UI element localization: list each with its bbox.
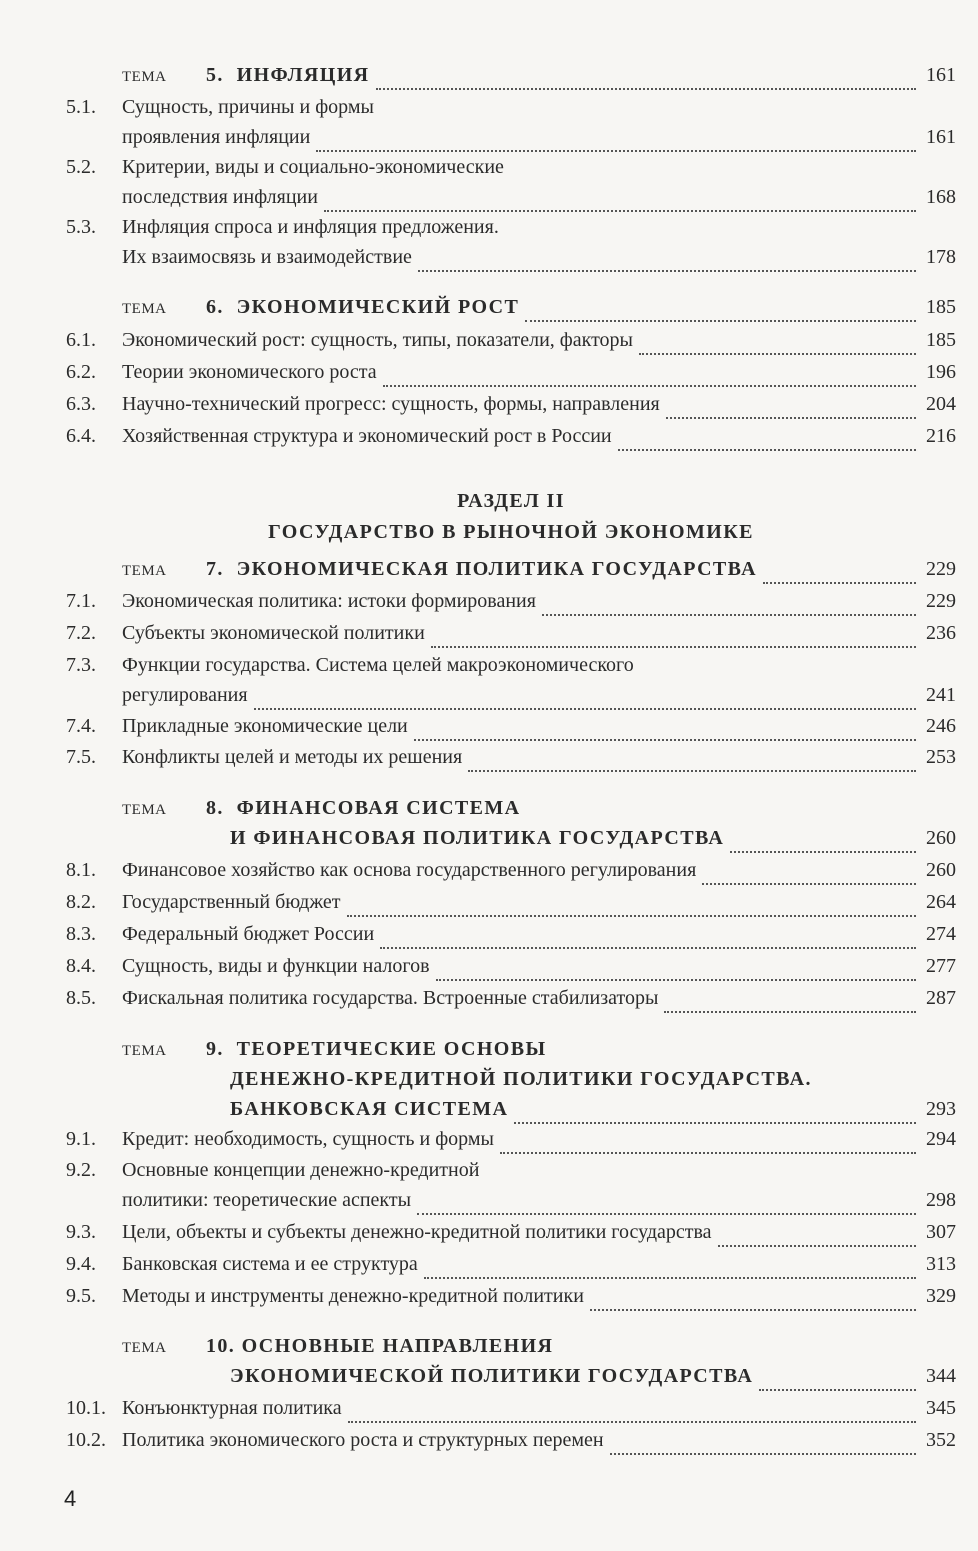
entry-8-3 bbox=[66, 919, 956, 949]
page-ref: 344 bbox=[926, 1365, 956, 1387]
page-ref: 236 bbox=[926, 622, 956, 644]
page-ref: 178 bbox=[926, 246, 956, 268]
entry-text: политики: теоретические аспекты bbox=[122, 1189, 412, 1211]
entry-text: Конфликты целей и методы их решения bbox=[122, 746, 463, 768]
leader-dots bbox=[380, 938, 916, 949]
entry-number: 7.5. bbox=[66, 746, 96, 768]
page-ref: 313 bbox=[926, 1253, 956, 1275]
entry-text: Цели, объекты и субъекты денежно-кредитной политики государства bbox=[122, 1221, 712, 1243]
entry-text: Экономический рост: сущность, типы, показатели, факторы bbox=[122, 329, 633, 351]
leader-dots bbox=[424, 1268, 916, 1279]
page-ref: 298 bbox=[926, 1189, 956, 1211]
page-ref: 161 bbox=[926, 126, 956, 148]
page-ref: 274 bbox=[926, 923, 956, 945]
entry-number: 9.4. bbox=[66, 1253, 96, 1275]
page-ref: 277 bbox=[926, 955, 956, 977]
leader-dots bbox=[763, 573, 916, 584]
page-ref: 287 bbox=[926, 987, 956, 1009]
page-ref: 229 bbox=[926, 590, 956, 612]
entry-9-4 bbox=[66, 1249, 956, 1279]
theme-9-heading-cont bbox=[66, 1064, 956, 1094]
entry-text: Хозяйственная структура и экономический рост в России bbox=[122, 425, 612, 447]
entry-number: 8.5. bbox=[66, 987, 96, 1009]
theme-6-heading bbox=[66, 292, 956, 322]
section-label: РАЗДЕЛ II bbox=[457, 490, 565, 512]
leader-dots bbox=[759, 1380, 916, 1391]
entry-7-3-cont bbox=[66, 680, 956, 710]
entry-7-5 bbox=[66, 742, 956, 772]
theme-title: 7. ЭКОНОМИЧЕСКАЯ ПОЛИТИКА ГОСУДАРСТВА bbox=[206, 558, 757, 580]
entry-text: Политика экономического роста и структурных перемен bbox=[122, 1429, 604, 1451]
page-ref: 352 bbox=[926, 1429, 956, 1451]
entry-5-3-cont bbox=[66, 242, 956, 272]
leader-dots bbox=[666, 408, 916, 419]
leader-dots bbox=[468, 761, 916, 772]
entry-10-1 bbox=[66, 1393, 956, 1423]
entry-5-1-cont bbox=[66, 122, 956, 152]
page-ref: 253 bbox=[926, 746, 956, 768]
entry-text: Научно-технический прогресс: сущность, формы, направления bbox=[122, 393, 660, 415]
leader-dots bbox=[418, 261, 916, 272]
page-ref: 185 bbox=[926, 329, 956, 351]
entry-text: Сущность, причины и формы bbox=[122, 96, 374, 118]
entry-7-2 bbox=[66, 618, 956, 648]
page-ref: 204 bbox=[926, 393, 956, 415]
entry-6-1 bbox=[66, 325, 956, 355]
leader-dots bbox=[718, 1236, 916, 1247]
entry-8-5 bbox=[66, 983, 956, 1013]
entry-number: 6.1. bbox=[66, 329, 96, 351]
leader-dots bbox=[542, 605, 916, 616]
theme-label: ТЕМА bbox=[122, 563, 167, 579]
leader-dots bbox=[514, 1113, 916, 1124]
entry-number: 9.3. bbox=[66, 1221, 96, 1243]
entry-9-3 bbox=[66, 1217, 956, 1247]
leader-dots bbox=[639, 344, 916, 355]
entry-text: Теории экономического роста bbox=[122, 361, 377, 383]
leader-dots bbox=[664, 1002, 916, 1013]
entry-number: 9.2. bbox=[66, 1159, 96, 1181]
entry-text: Критерии, виды и социально-экономические bbox=[122, 156, 504, 178]
theme-9-heading bbox=[66, 1034, 956, 1064]
entry-text: Их взаимосвязь и взаимодействие bbox=[122, 246, 412, 268]
entry-text: Кредит: необходимость, сущность и формы bbox=[122, 1128, 494, 1150]
theme-title: 10. ОСНОВНЫЕ НАПРАВЛЕНИЯ bbox=[206, 1335, 554, 1357]
entry-9-1 bbox=[66, 1124, 956, 1154]
theme-9-heading-cont2 bbox=[66, 1094, 956, 1124]
page-ref: 345 bbox=[926, 1397, 956, 1419]
theme-title: И ФИНАНСОВАЯ ПОЛИТИКА ГОСУДАРСТВА bbox=[230, 827, 725, 849]
theme-8-heading bbox=[66, 793, 956, 823]
page-ref: 216 bbox=[926, 425, 956, 447]
theme-title: 8. ФИНАНСОВАЯ СИСТЕМА bbox=[206, 797, 521, 819]
theme-label: ТЕМА bbox=[122, 802, 167, 818]
entry-9-2-cont bbox=[66, 1185, 956, 1215]
entry-number: 5.2. bbox=[66, 156, 96, 178]
theme-10-heading-cont bbox=[66, 1361, 956, 1391]
page-ref: 246 bbox=[926, 715, 956, 737]
page-ref: 329 bbox=[926, 1285, 956, 1307]
theme-label: ТЕМА bbox=[122, 1340, 167, 1356]
theme-title: ДЕНЕЖНО-КРЕДИТНОЙ ПОЛИТИКИ ГОСУДАРСТВА. bbox=[230, 1068, 812, 1090]
theme-10-heading bbox=[66, 1331, 956, 1361]
entry-5-3 bbox=[66, 212, 956, 242]
entry-number: 7.2. bbox=[66, 622, 96, 644]
entry-number: 10.2. bbox=[66, 1429, 106, 1451]
leader-dots bbox=[618, 440, 916, 451]
entry-7-4 bbox=[66, 711, 956, 741]
entry-5-2-cont bbox=[66, 182, 956, 212]
entry-number: 5.3. bbox=[66, 216, 96, 238]
theme-7-heading bbox=[66, 554, 956, 584]
entry-number: 8.2. bbox=[66, 891, 96, 913]
theme-title: ЭКОНОМИЧЕСКОЙ ПОЛИТИКИ ГОСУДАРСТВА bbox=[230, 1365, 754, 1387]
entry-text: Сущность, виды и функции налогов bbox=[122, 955, 430, 977]
entry-8-4 bbox=[66, 951, 956, 981]
entry-text: Методы и инструменты денежно-кредитной политики bbox=[122, 1285, 584, 1307]
page-ref: 260 bbox=[926, 827, 956, 849]
leader-dots bbox=[436, 970, 916, 981]
entry-number: 6.3. bbox=[66, 393, 96, 415]
theme-title: 5. ИНФЛЯЦИЯ bbox=[206, 64, 370, 86]
entry-7-3 bbox=[66, 650, 956, 680]
leader-dots bbox=[324, 201, 916, 212]
entry-number: 10.1. bbox=[66, 1397, 106, 1419]
entry-text: Федеральный бюджет России bbox=[122, 923, 375, 945]
entry-number: 8.3. bbox=[66, 923, 96, 945]
entry-text: Субъекты экономической политики bbox=[122, 622, 425, 644]
leader-dots bbox=[316, 141, 916, 152]
entry-5-2 bbox=[66, 152, 956, 182]
leader-dots bbox=[254, 699, 916, 710]
entry-number: 7.1. bbox=[66, 590, 96, 612]
entry-number: 7.4. bbox=[66, 715, 96, 737]
leader-dots bbox=[417, 1204, 916, 1215]
page-ref: 264 bbox=[926, 891, 956, 913]
entry-number: 6.4. bbox=[66, 425, 96, 447]
section-title: ГОСУДАРСТВО В РЫНОЧНОЙ ЭКОНОМИКЕ bbox=[268, 521, 754, 543]
leader-dots bbox=[730, 842, 916, 853]
theme-label: ТЕМА bbox=[122, 1043, 167, 1059]
entry-text: Инфляция спроса и инфляция предложения. bbox=[122, 216, 499, 238]
entry-text: регулирования bbox=[122, 684, 248, 706]
entry-9-2 bbox=[66, 1155, 956, 1185]
entry-6-3 bbox=[66, 389, 956, 419]
entry-number: 9.1. bbox=[66, 1128, 96, 1150]
page-ref: 307 bbox=[926, 1221, 956, 1243]
entry-text: Фискальная политика государства. Встроенные стабилизаторы bbox=[122, 987, 659, 1009]
entry-6-4 bbox=[66, 421, 956, 451]
entry-text: Государственный бюджет bbox=[122, 891, 341, 913]
theme-label: ТЕМА bbox=[122, 69, 167, 85]
leader-dots bbox=[383, 376, 916, 387]
leader-dots bbox=[376, 79, 916, 90]
entry-text: Экономическая политика: истоки формирования bbox=[122, 590, 536, 612]
theme-5-heading bbox=[66, 60, 956, 90]
entry-number: 5.1. bbox=[66, 96, 96, 118]
entry-text: Прикладные экономические цели bbox=[122, 715, 408, 737]
page-number: 4 bbox=[64, 1486, 77, 1511]
entry-6-2 bbox=[66, 357, 956, 387]
theme-title: БАНКОВСКАЯ СИСТЕМА bbox=[230, 1098, 509, 1120]
entry-8-1 bbox=[66, 855, 956, 885]
leader-dots bbox=[702, 874, 916, 885]
entry-8-2 bbox=[66, 887, 956, 917]
entry-text: Банковская система и ее структура bbox=[122, 1253, 418, 1275]
leader-dots bbox=[525, 311, 916, 322]
entry-text: Финансовое хозяйство как основа государственного регулирования bbox=[122, 859, 697, 881]
page-ref: 168 bbox=[926, 186, 956, 208]
entry-5-1 bbox=[66, 92, 956, 122]
page-ref: 294 bbox=[926, 1128, 956, 1150]
page-ref: 185 bbox=[926, 296, 956, 318]
theme-label: ТЕМА bbox=[122, 301, 167, 317]
theme-8-heading-cont bbox=[66, 823, 956, 853]
theme-title: 6. ЭКОНОМИЧЕСКИЙ РОСТ bbox=[206, 296, 520, 318]
page-ref: 260 bbox=[926, 859, 956, 881]
entry-10-2 bbox=[66, 1425, 956, 1455]
leader-dots bbox=[500, 1143, 916, 1154]
entry-9-5 bbox=[66, 1281, 956, 1311]
entry-number: 8.4. bbox=[66, 955, 96, 977]
leader-dots bbox=[347, 906, 916, 917]
leader-dots bbox=[414, 730, 916, 741]
entry-number: 7.3. bbox=[66, 654, 96, 676]
entry-text: Конъюнктурная политика bbox=[122, 1397, 342, 1419]
leader-dots bbox=[348, 1412, 916, 1423]
entry-number: 6.2. bbox=[66, 361, 96, 383]
page-ref: 241 bbox=[926, 684, 956, 706]
entry-text: Основные концепции денежно-кредитной bbox=[122, 1159, 480, 1181]
page-ref: 196 bbox=[926, 361, 956, 383]
entry-number: 8.1. bbox=[66, 859, 96, 881]
entry-7-1 bbox=[66, 586, 956, 616]
entry-number: 9.5. bbox=[66, 1285, 96, 1307]
leader-dots bbox=[610, 1444, 916, 1455]
leader-dots bbox=[590, 1300, 916, 1311]
theme-title: 9. ТЕОРЕТИЧЕСКИЕ ОСНОВЫ bbox=[206, 1038, 547, 1060]
page-ref: 293 bbox=[926, 1098, 956, 1120]
entry-text: последствия инфляции bbox=[122, 186, 318, 208]
leader-dots bbox=[431, 637, 916, 648]
entry-text: проявления инфляции bbox=[122, 126, 311, 148]
entry-text: Функции государства. Система целей макроэкономического bbox=[122, 654, 634, 676]
page-ref: 229 bbox=[926, 558, 956, 580]
page-ref: 161 bbox=[926, 64, 956, 86]
